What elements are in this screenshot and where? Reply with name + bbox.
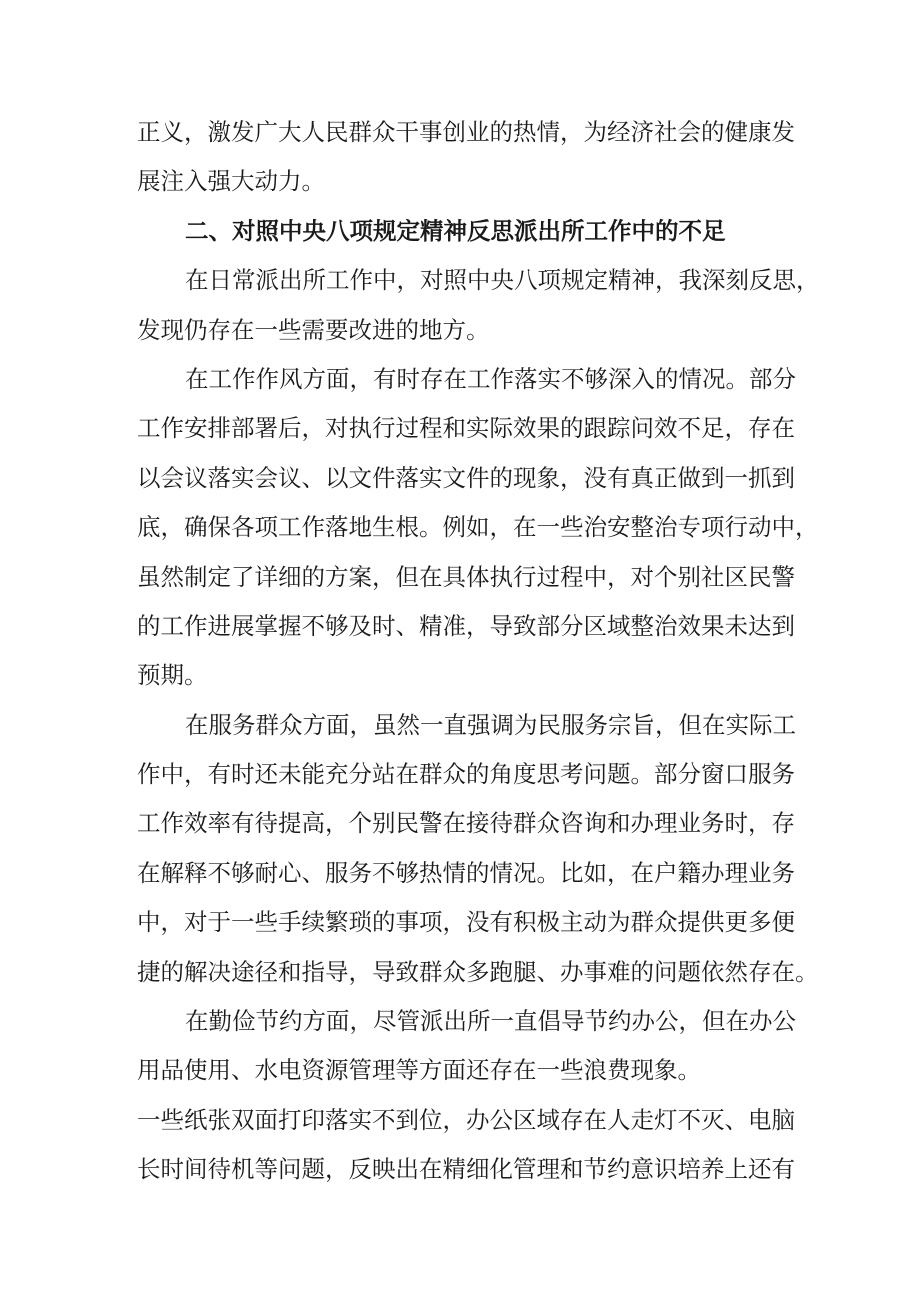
text-line: 一些纸张双面打印落实不到位，办公区域存在人走灯不灭、电脑 [137, 1105, 795, 1134]
paragraph [137, 355, 819, 701]
text-line: 在解释不够耐心、服务不够热情的情况。比如，在户籍办理业务 [137, 858, 795, 887]
text-line: 虽然制定了详细的方案，但在具体执行过程中，对个别社区民警 [137, 562, 795, 591]
text-line: 作中，有时还未能充分站在群众的角度思考问题。部分窗口服务 [137, 760, 795, 789]
text-line: 用品使用、水电资源管理等方面还存在一些浪费现象。 [137, 1056, 701, 1085]
paragraph [137, 256, 820, 355]
text-line: 二、对照中央八项规定精神反思派出所工作中的不足 [185, 216, 726, 245]
text-line: 工作效率有待提高，个别民警在接待群众咨询和办理业务时，存 [137, 809, 795, 838]
text-line: 长时间待机等问题，反映出在精细化管理和节约意识培养上还有 [137, 1155, 795, 1184]
text-line: 在日常派出所工作中，对照中央八项规定精神，我深刻反思， [185, 266, 820, 295]
text-line: 底，确保各项工作落地生根。例如，在一些治安整治专项行动中， [137, 513, 819, 542]
text-line: 展注入强大动力。 [137, 167, 325, 196]
paragraph [137, 108, 795, 207]
section-heading [137, 207, 784, 256]
text-line: 预期。 [137, 661, 208, 690]
text-line: 正义，激发广大人民群众干事创业的热情，为经济社会的健康发 [137, 118, 795, 146]
text-line: 工作安排部署后，对执行过程和实际效果的跟踪问效不足，存在 [137, 414, 795, 443]
text-line: 捷的解决途径和指导，导致群众多跑腿、办事难的问题依然存在。 [137, 957, 819, 986]
document-body [137, 108, 820, 1195]
text-line: 在勤俭节约方面，尽管派出所一直倡导节约办公，但在办公 [185, 1007, 796, 1036]
text-line: 以会议落实会议、以文件落实文件的现象，没有真正做到一抓到 [137, 463, 795, 492]
text-line: 在工作作风方面，有时存在工作落实不够深入的情况。部分 [185, 364, 796, 393]
text-line: 中，对于一些手续繁琐的事项，没有积极主动为群众提供更多便 [137, 908, 795, 937]
paragraph [137, 1096, 795, 1195]
text-line: 发现仍存在一些需要改进的地方。 [137, 315, 490, 344]
text-line: 的工作进展掌握不够及时、精准，导致部分区域整治效果未达到 [137, 611, 795, 640]
paragraph [137, 997, 796, 1096]
paragraph [137, 701, 819, 997]
text-line: 在服务群众方面，虽然一直强调为民服务宗旨，但在实际工 [185, 710, 796, 739]
